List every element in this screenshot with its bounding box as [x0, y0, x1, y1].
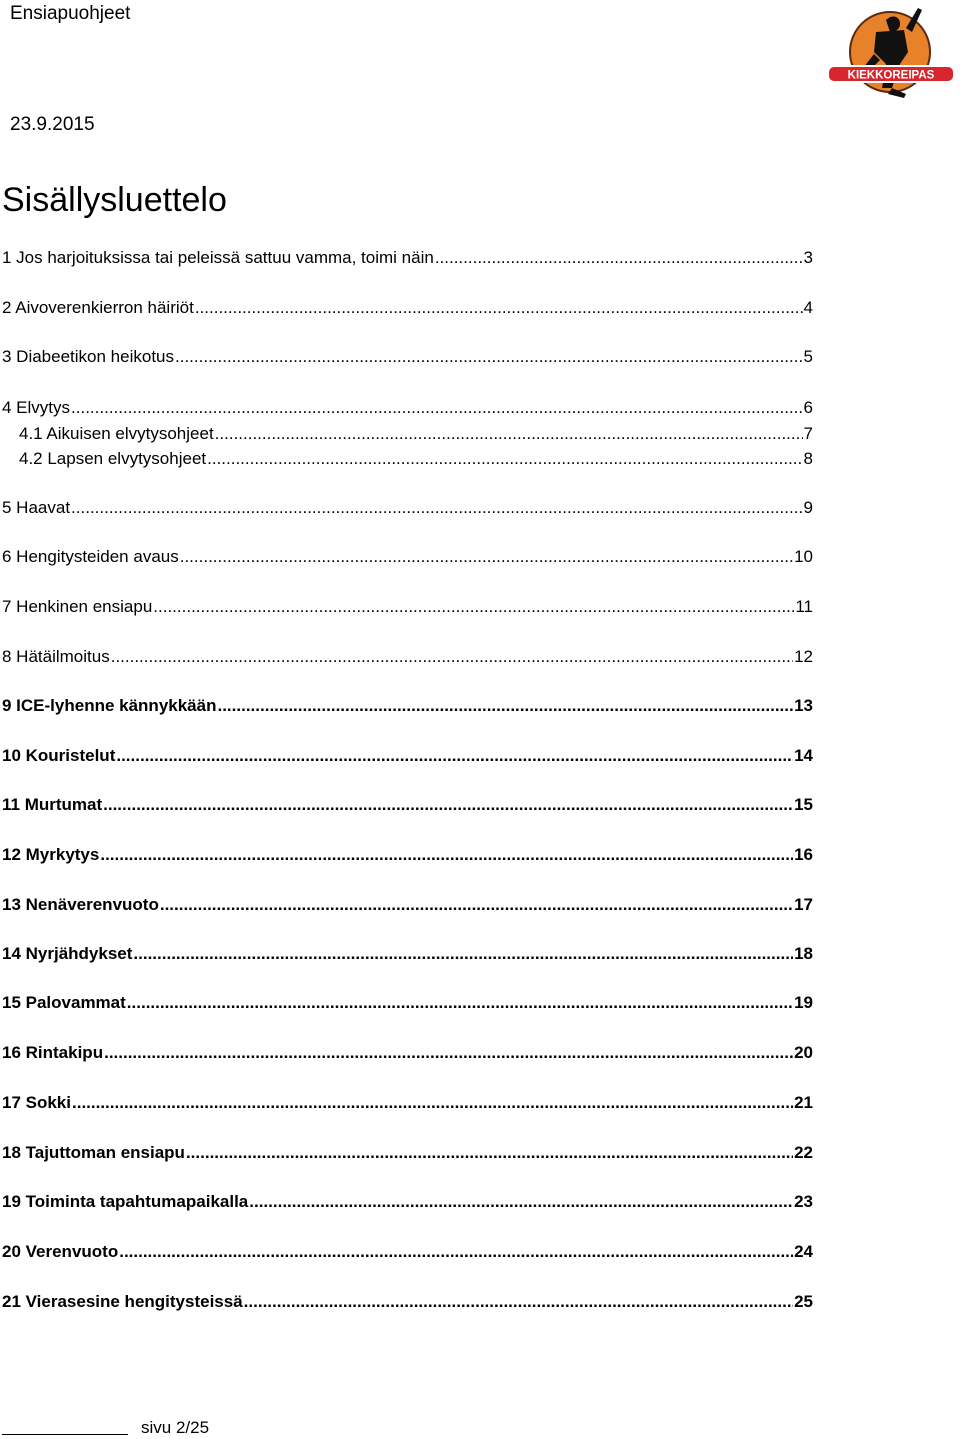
toc-entry-page: 25	[794, 1292, 813, 1311]
toc-entry-page: 23	[794, 1192, 813, 1211]
toc-entry-17[interactable]	[2, 1092, 813, 1114]
toc-entry-16[interactable]	[2, 1042, 813, 1064]
toc-entry-label: 19 Toiminta tapahtumapaikalla	[2, 1192, 249, 1211]
toc-entry-page: 13	[794, 696, 813, 715]
toc-entry-label: 4.2 Lapsen elvytysohjeet	[19, 449, 207, 468]
toc-entry-label: 5 Haavat	[2, 498, 71, 517]
footer-page-number: sivu 2/25	[141, 1418, 210, 1437]
toc-entry-label: 15 Palovammat	[2, 993, 126, 1012]
toc-entry-page: 10	[794, 547, 813, 566]
toc-entry-page: 7	[803, 424, 813, 443]
toc-entry-7[interactable]	[2, 596, 813, 618]
toc-entry-page: 18	[794, 944, 813, 963]
toc-entry-page: 20	[794, 1043, 813, 1062]
toc-entry-14[interactable]	[2, 943, 813, 965]
toc-entry-page: 15	[794, 795, 813, 814]
toc-entry-label: 21 Vierasesine hengitysteissä	[2, 1292, 243, 1311]
toc-entry-page: 6	[803, 398, 813, 417]
toc-entry-4-2[interactable]	[19, 448, 813, 470]
toc-entry-label: 2 Aivoverenkierron häiriöt	[2, 298, 194, 317]
toc-entry-page: 14	[794, 746, 813, 765]
toc-entry-9[interactable]	[2, 695, 813, 717]
toc-entry-8[interactable]	[2, 646, 813, 668]
header-title: Ensiapuohjeet	[10, 3, 131, 24]
toc-entry-15[interactable]	[2, 992, 813, 1014]
header-date: 23.9.2015	[10, 114, 95, 135]
toc-entry-page: 16	[794, 845, 813, 864]
toc-entry-page: 11	[795, 597, 813, 616]
toc-entry-label: 12 Myrkytys	[2, 845, 100, 864]
toc-entry-1[interactable]	[2, 247, 813, 269]
toc-entry-page: 17	[794, 895, 813, 914]
toc-entry-label: 16 Rintakipu	[2, 1043, 104, 1062]
toc-entry-4-1[interactable]	[19, 423, 813, 445]
toc-entry-page: 5	[803, 347, 813, 366]
toc-entry-page: 9	[803, 498, 813, 517]
logo-text: KIEKKOREIPAS	[847, 69, 935, 82]
toc-entry-3[interactable]	[2, 346, 813, 368]
toc-entry-label: 17 Sokki	[2, 1093, 71, 1112]
toc-entry-page: 21	[794, 1093, 813, 1112]
toc-entry-label: 13 Nenäverenvuoto	[2, 895, 159, 914]
toc-entry-label: 11 Murtumat	[2, 795, 103, 814]
toc-entry-10[interactable]	[2, 745, 813, 767]
toc-entry-11[interactable]	[2, 794, 813, 816]
toc-entry-label: 18 Tajuttoman ensiapu	[2, 1143, 185, 1162]
toc-entry-label: 6 Hengitysteiden avaus	[2, 547, 179, 566]
footer-rule	[2, 1434, 128, 1435]
toc-entry-label: 14 Nyrjähdykset	[2, 944, 133, 963]
toc-entry-label: 3 Diabeetikon heikotus	[2, 347, 175, 366]
toc-entry-13[interactable]	[2, 894, 813, 916]
toc-entry-6[interactable]	[2, 546, 813, 568]
toc-entry-20[interactable]	[2, 1241, 813, 1263]
toc-entry-label: 4.1 Aikuisen elvytysohjeet	[19, 424, 214, 443]
toc-entry-page: 22	[794, 1143, 813, 1162]
toc-title: Sisällysluettelo	[2, 181, 227, 219]
toc-entry-19[interactable]	[2, 1191, 813, 1213]
toc-entry-label: 1 Jos harjoituksissa tai peleissä sattuu vamma, toimi näin	[2, 248, 434, 267]
toc-entry-18[interactable]	[2, 1142, 813, 1164]
toc-entry-4[interactable]	[2, 397, 813, 419]
toc-entry-page: 3	[803, 248, 813, 267]
toc-entry-page: 4	[803, 298, 813, 317]
toc-entry-label: 8 Hätäilmoitus	[2, 647, 110, 666]
toc-entry-label: 20 Verenvuoto	[2, 1242, 119, 1261]
toc-entry-page: 8	[803, 449, 813, 468]
toc-entry-page: 19	[794, 993, 813, 1012]
toc-entry-label: 4 Elvytys	[2, 398, 71, 417]
toc-entry-page: 24	[794, 1242, 813, 1261]
toc-entry-label: 9 ICE-lyhenne kännykkään	[2, 696, 217, 715]
toc-entry-page: 12	[794, 647, 813, 666]
toc-entry-21[interactable]	[2, 1291, 813, 1313]
toc-entry-2[interactable]	[2, 297, 813, 319]
toc-entry-5[interactable]	[2, 497, 813, 519]
toc-entry-12[interactable]	[2, 844, 813, 866]
toc-entry-label: 7 Henkinen ensiapu	[2, 597, 153, 616]
toc-entry-label: 10 Kouristelut	[2, 746, 116, 765]
